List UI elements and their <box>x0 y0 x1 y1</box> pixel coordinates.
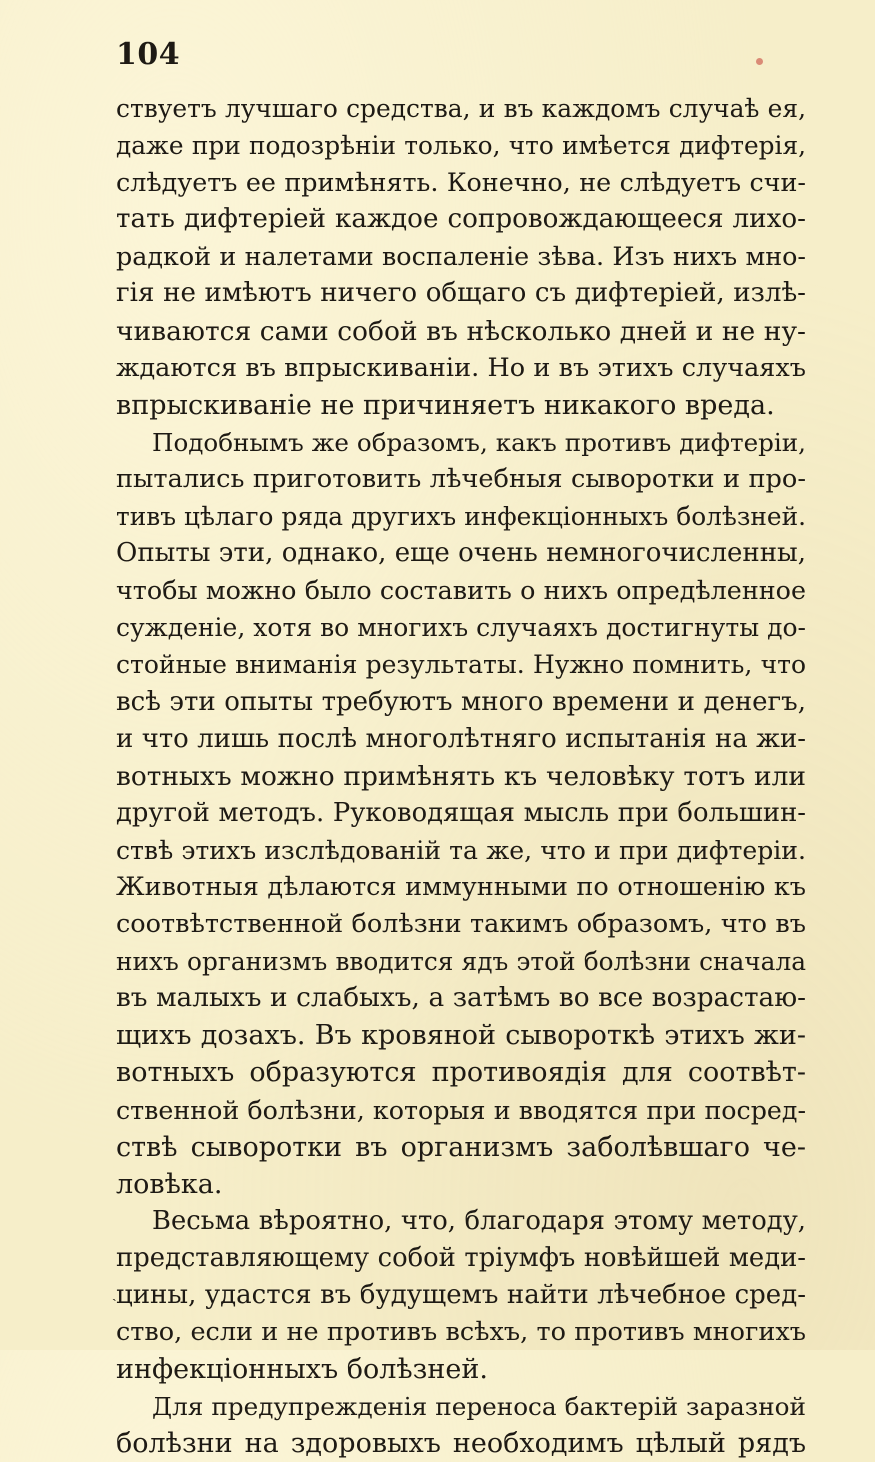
text-line: ствѣ этихъ изслѣдованій та же, что и при дифтеріи. <box>116 835 806 865</box>
text-line: вотныхъ можно примѣнять къ человѣку тотъ или <box>116 760 806 792</box>
text-line: Для предупрежденія переноса бактерій заразной <box>152 1392 806 1422</box>
text-line: стойные вниманія результаты. Нужно помнить, что <box>116 650 806 680</box>
text-line: ловѣка. <box>116 1168 223 1200</box>
text-line: Опыты эти, однако, еще очень немногочисленны, <box>116 538 806 569</box>
text-line: ствуетъ лучшаго средства, и въ каждомъ случаѣ ея, <box>116 94 806 123</box>
text-line: и что лишь послѣ многолѣтняго испытанія на жи- <box>116 723 806 754</box>
text-line: вотныхъ образуются противоядія для соотвѣт- <box>116 1057 806 1089</box>
text-line: тивъ цѣлаго ряда другихъ инфекціонныхъ болѣзней. <box>116 502 806 532</box>
text-line: щихъ дозахъ. Въ кровяной сывороткѣ этихъ жи- <box>116 1020 806 1052</box>
text-line: въ малыхъ и слабыхъ, а затѣмъ во все возрастаю- <box>116 983 806 1014</box>
ink-speck <box>756 58 763 65</box>
text-line: представляющему собой тріумфъ новѣйшей меди- <box>116 1242 806 1273</box>
text-line: инфекціонныхъ болѣзней. <box>116 1354 488 1386</box>
text-line: ствѣ сыворотки въ организмъ заболѣвшаго че- <box>116 1131 806 1163</box>
print-mark: ˏ <box>112 1286 117 1302</box>
text-line: ственной болѣзни, которыя и вводятся при посред- <box>116 1095 806 1125</box>
text-line: даже при подозрѣніи только, что имѣется дифтерія, <box>116 131 806 161</box>
text-line: впрыскиваніе не причиняетъ никакого вреда. <box>116 389 775 421</box>
text-line: нихъ организмъ вводится ядъ этой болѣзни сначала <box>116 947 806 977</box>
text-line: Весьма вѣроятно, что, благодаря этому методу, <box>152 1205 806 1236</box>
text-line: соотвѣтственной болѣзни такимъ образомъ, что въ <box>116 909 806 940</box>
text-line: ждаются въ впрыскиваніи. Но и въ этихъ случаяхъ <box>116 352 806 383</box>
text-line: слѣдуетъ ее примѣнять. Конечно, не слѣдуетъ счи- <box>116 167 806 198</box>
text-line: чтобы можно было составить о нихъ опредѣленное <box>116 575 806 606</box>
text-line: ство, если и не противъ всѣхъ, то противъ многихъ <box>116 1317 806 1348</box>
text-line: болѣзни на здоровыхъ необходимъ цѣлый рядъ <box>116 1428 806 1460</box>
text-line: Подобнымъ же образомъ, какъ противъ дифтеріи, <box>152 427 806 457</box>
text-line: тать дифтеріей каждое сопровождающееся лихо- <box>116 204 806 235</box>
text-line: пытались приготовить лѣчебныя сыворотки и про- <box>116 463 806 494</box>
text-line: всѣ эти опыты требуютъ много времени и денегъ, <box>116 686 806 717</box>
page-number: 104 <box>116 37 181 72</box>
text-line: Животныя дѣлаются иммунными по отношенію къ <box>116 871 806 902</box>
text-line: радкой и налетами воспаленіе зѣва. Изъ нихъ мно- <box>116 241 806 272</box>
text-line: сужденіе, хотя во многихъ случаяхъ достигнуты до- <box>116 613 806 643</box>
text-line: другой методъ. Руководящая мысль при большин- <box>116 797 806 828</box>
text-line: цины, удастся въ будущемъ найти лѣчебное сред- <box>116 1280 806 1310</box>
text-line: чиваются сами собой въ нѣсколько дней и не ну- <box>116 315 806 347</box>
text-line: гія не имѣютъ ничего общаго съ дифтеріей, излѣ- <box>116 278 806 309</box>
body-text <box>116 90 806 1462</box>
